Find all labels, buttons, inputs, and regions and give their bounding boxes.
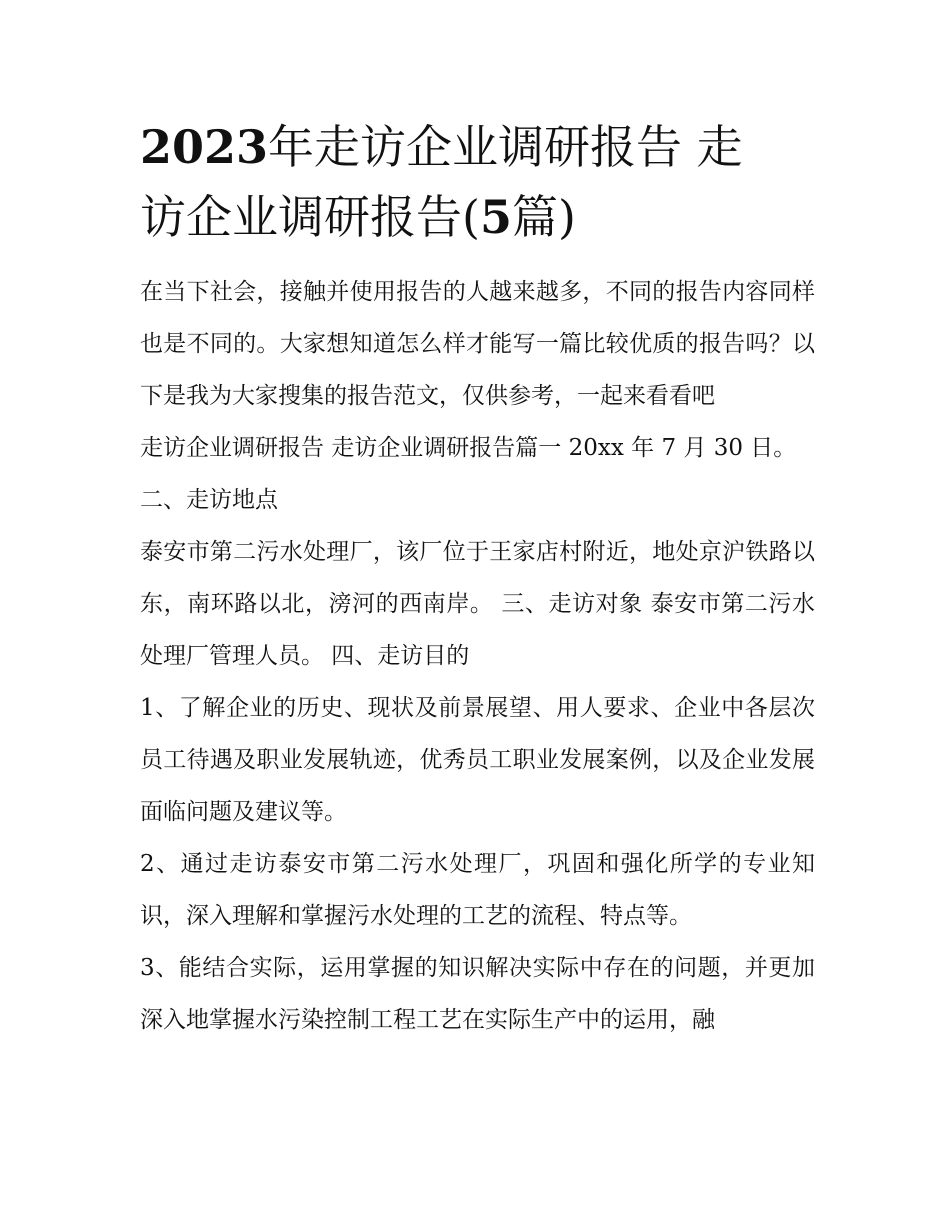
title-text-1: 年走访企业调研报告 走 (268, 120, 743, 174)
title-line-1 (140, 112, 815, 182)
title-year: 2023 (140, 120, 269, 174)
paragraph-purpose-1: 1、了解企业的历史、现状及前景展望、用人要求、企业中各层次员工待遇及职业发展轨迹，优秀员工职业发展案例，以及企业发展面临问题及建议等。 (140, 695, 815, 825)
title-text-3: 篇) (511, 190, 576, 244)
paragraph-purpose-3: 3、能结合实际，运用掌握的知识解决实际中存在的问题，并更加深入地掌握水污染控制工程工艺在实际生产中的运用，融 (140, 955, 815, 1033)
document-body (140, 112, 815, 1046)
title-line-2 (140, 182, 815, 252)
title-count: 5 (479, 190, 512, 244)
paragraph-heading-location: 二、走访地点 (140, 487, 278, 513)
paragraph-location: 泰安市第二污水处理厂，该厂位于王家店村附近，地处京沪铁路以东，南环路以北，滂河的西南岸。 三、走访对象 泰安市第二污水处理厂管理人员。 四、走访目的 (140, 539, 815, 669)
title-text-2: 访企业调研报告( (140, 190, 480, 244)
paragraph-date: 走访企业调研报告 走访企业调研报告篇一 20xx 年 7 月 30 日。 (140, 435, 797, 461)
paragraph-purpose-2: 2、通过走访泰安市第二污水处理厂，巩固和强化所学的专业知识，深入理解和掌握污水处理的工艺的流程、特点等。 (140, 851, 815, 929)
paragraph-intro: 在当下社会，接触并使用报告的人越来越多，不同的报告内容同样也是不同的。大家想知道怎么样才能写一篇比较优质的报告吗？以下是我为大家搜集的报告范文，仅供参考，一起来看看吧 (140, 279, 815, 409)
document-content (140, 266, 815, 1046)
document-title (140, 112, 815, 252)
